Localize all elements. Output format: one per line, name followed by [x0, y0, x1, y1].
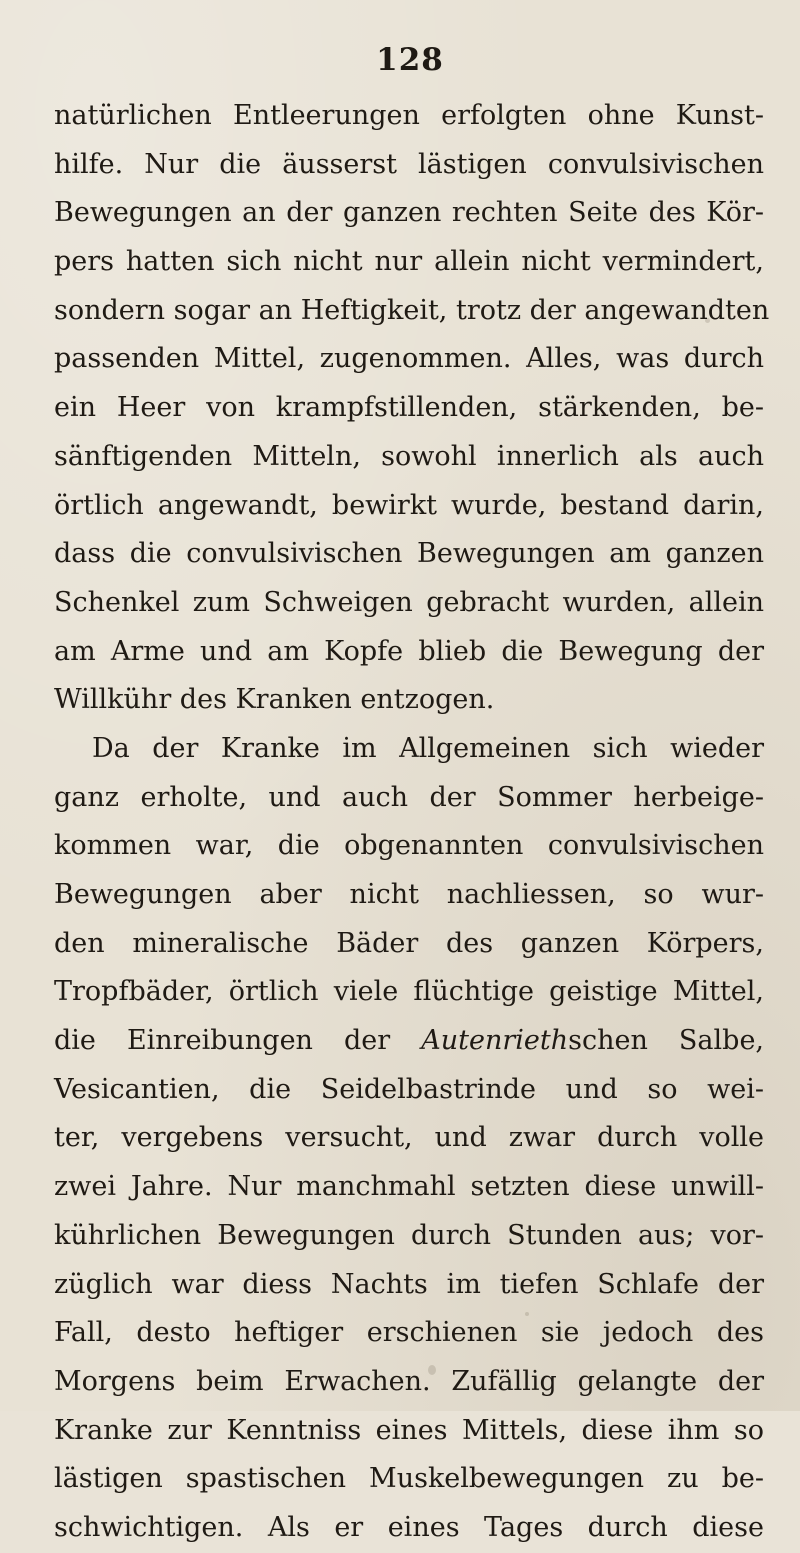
text-line: Schenkel zum Schweigen gebracht wurden, allein [54, 586, 764, 618]
text-segment: die Einreibungen der [54, 1025, 391, 1057]
text-line: dass die convulsivischen Bewegungen am ganzen [54, 538, 764, 570]
text-line: züglich war diess Nachts im tiefen Schlafe der [54, 1268, 764, 1300]
text-line: Bewegungen aber nicht nachliessen, so wur- [54, 879, 764, 910]
text-line [54, 1017, 764, 1066]
author-name-italic: Autenrieth [421, 1025, 569, 1057]
text-segment: schen Salbe, [568, 1025, 764, 1057]
text-line: hilfe. Nur die äusserst lästigen convulsivischen [54, 148, 764, 180]
text-line: Fall, desto heftiger erschienen sie jedoch des [54, 1317, 764, 1349]
text-line: kommen war, die obgenannten convulsivischen [54, 830, 764, 862]
text-line: natürlichen Entleerungen erfolgten ohne Kunst- [54, 100, 764, 131]
text-line: sondern sogar an Heftigkeit, trotz der angewandten [54, 294, 770, 326]
text-line: schwichtigen. Als er eines Tages durch diese [54, 1511, 764, 1543]
text-line: passenden Mittel, zugenommen. Alles, was durch [54, 343, 764, 375]
page-number: 128 [376, 42, 444, 78]
text-line: zwei Jahre. Nur manchmahl setzten diese unwill- [54, 1171, 764, 1203]
text-line: Vesicantien, die Seidelbastrinde und so wei- [54, 1073, 764, 1105]
text-line: ganz erholte, und auch der Sommer herbeige- [54, 781, 764, 813]
text-line: pers hatten sich nicht nur allein nicht vermindert, [54, 246, 764, 278]
text-line: Da der Kranke im Allgemeinen sich wieder [92, 732, 764, 764]
text-line: Kranke zur Kenntniss eines Mittels, diese ihm so [54, 1414, 764, 1446]
text-line: lästigen spastischen Muskelbewegungen zu be- [54, 1463, 764, 1495]
text-line: örtlich angewandt, bewirkt wurde, bestand darin, [54, 489, 764, 521]
text-line: Morgens beim Erwachen. Zufällig gelangte der [54, 1365, 764, 1397]
body-text [54, 92, 770, 1553]
text-line: am Arme und am Kopfe blieb die Bewegung der [54, 635, 764, 667]
text-line: ter, vergebens versucht, und zwar durch volle [54, 1122, 764, 1154]
text-line: Willkühr des Kranken entzogen. [54, 684, 495, 716]
text-line: ein Heer von krampfstillenden, stärkenden, be- [54, 392, 764, 424]
text-line: den mineralische Bäder des ganzen Körpers, [54, 927, 764, 959]
text-line: kührlichen Bewegungen durch Stunden aus; vor- [54, 1219, 764, 1251]
text-line: sänftigenden Mitteln, sowohl innerlich als auch [54, 440, 764, 472]
text-line: Bewegungen an der ganzen rechten Seite des Kör- [54, 197, 764, 229]
text-line: Tropfbäder, örtlich viele flüchtige geistige Mittel, [54, 976, 764, 1008]
